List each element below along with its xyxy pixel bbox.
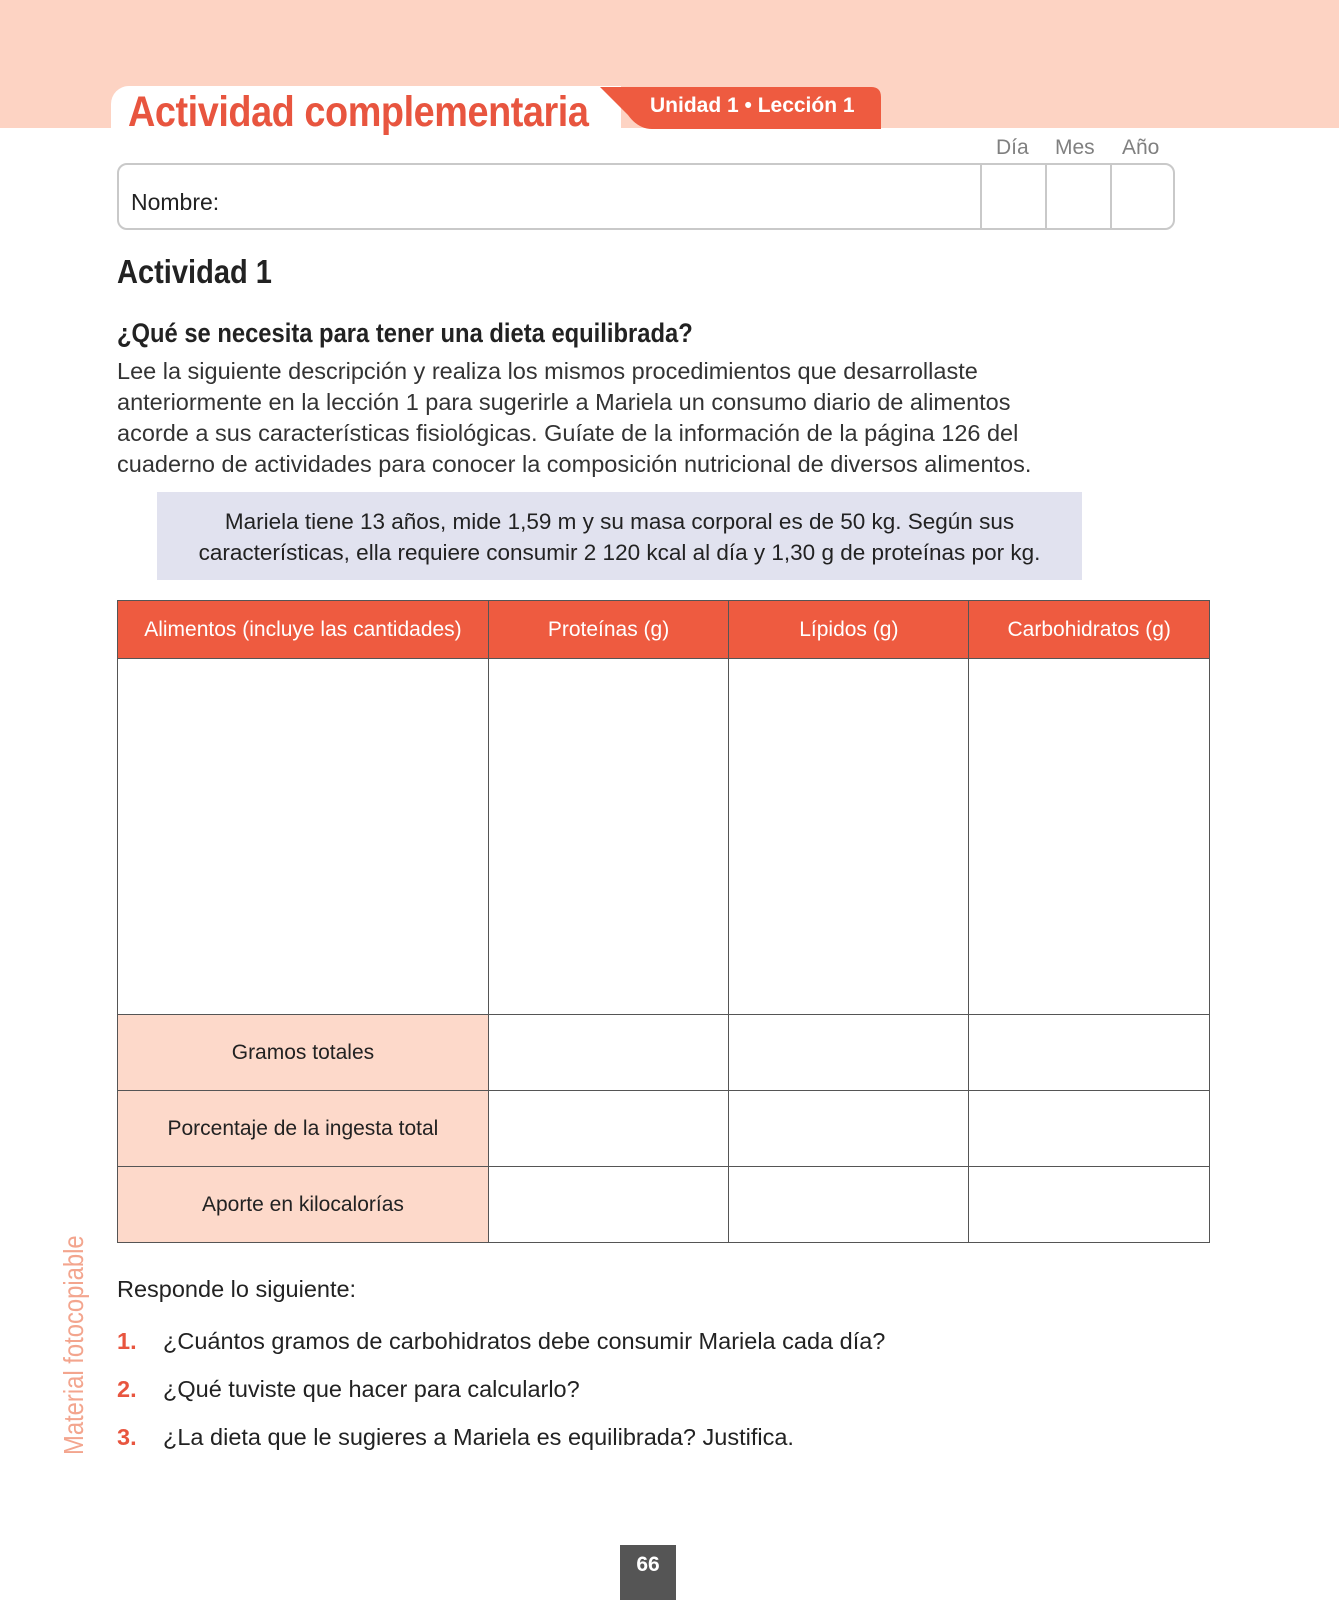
gramos-lipidos-cell[interactable]	[729, 1015, 969, 1091]
table-row	[118, 1167, 1210, 1243]
month-label: Mes	[1055, 136, 1095, 159]
info-line: características, ella requiere consumir 2 120 kcal al día y 1,30 g de proteínas por kg.	[198, 540, 1041, 565]
gramos-proteinas-cell[interactable]	[488, 1015, 728, 1091]
gramos-carbohidratos-cell[interactable]	[969, 1015, 1210, 1091]
table-header-row	[118, 601, 1210, 659]
porcentaje-proteinas-cell[interactable]	[488, 1091, 728, 1167]
day-label: Día	[996, 136, 1029, 159]
question-number: 2.	[117, 1376, 137, 1402]
table-row	[118, 1015, 1210, 1091]
proteinas-cell[interactable]	[488, 659, 728, 1015]
unit-badge	[600, 87, 881, 129]
question-number: 1.	[117, 1328, 137, 1354]
row-label-kilocalorias: Aporte en kilocalorías	[118, 1167, 489, 1243]
info-line: Mariela tiene 13 años, mide 1,59 m y su masa corporal es de 50 kg. Según sus	[224, 509, 1015, 534]
row-label-porcentaje: Porcentaje de la ingesta total	[118, 1091, 489, 1167]
header-proteinas: Proteínas (g)	[488, 601, 728, 659]
intro-line: anteriormente en la lección 1 para sugerirle a Mariela un consumo diario de alimentos	[117, 389, 1011, 415]
info-box	[157, 492, 1082, 580]
question-item	[117, 1376, 580, 1403]
question-item	[117, 1328, 885, 1355]
kcal-carbohidratos-cell[interactable]	[969, 1167, 1210, 1243]
alimentos-cell[interactable]	[118, 659, 489, 1015]
side-label: Material fotocopiable	[58, 1235, 89, 1455]
kcal-lipidos-cell[interactable]	[729, 1167, 969, 1243]
activity-question: ¿Qué se necesita para tener una dieta equilibrada?	[117, 318, 693, 348]
intro-line: acorde a sus características fisiológicas. Guíate de la información de la página 126 del	[117, 420, 1019, 446]
porcentaje-lipidos-cell[interactable]	[729, 1091, 969, 1167]
year-label: Año	[1122, 136, 1160, 159]
name-label: Nombre:	[131, 189, 220, 215]
header-carbohidratos: Carbohidratos (g)	[969, 601, 1210, 659]
page-number: 66	[620, 1545, 676, 1600]
day-field[interactable]	[980, 165, 1046, 228]
question-text: ¿Qué tuviste que hacer para calcularlo?	[163, 1376, 580, 1402]
carbohidratos-cell[interactable]	[969, 659, 1210, 1015]
page-title: Actividad complementaria	[128, 88, 589, 136]
porcentaje-carbohidratos-cell[interactable]	[969, 1091, 1210, 1167]
intro-line: cuaderno de actividades para conocer la composición nutricional de diversos alimentos.	[117, 451, 1032, 477]
kcal-proteinas-cell[interactable]	[488, 1167, 728, 1243]
row-label-gramos: Gramos totales	[118, 1015, 489, 1091]
diet-table	[117, 600, 1210, 1243]
question-text: ¿Cuántos gramos de carbohidratos debe consumir Mariela cada día?	[163, 1328, 886, 1354]
intro-paragraph	[117, 356, 1067, 480]
header-lipidos: Lípidos (g)	[729, 601, 969, 659]
header-alimentos: Alimentos (incluye las cantidades)	[118, 601, 489, 659]
lipidos-cell[interactable]	[729, 659, 969, 1015]
question-number: 3.	[117, 1424, 137, 1450]
unit-lesson-label: Unidad 1 • Lección 1	[650, 94, 855, 117]
year-field[interactable]	[1110, 165, 1176, 228]
month-field[interactable]	[1045, 165, 1111, 228]
question-item	[117, 1424, 794, 1451]
questions-intro: Responde lo siguiente:	[117, 1276, 357, 1302]
table-row	[118, 1091, 1210, 1167]
question-text: ¿La dieta que le sugieres a Mariela es equilibrada? Justifica.	[163, 1424, 794, 1450]
name-date-box	[117, 163, 1175, 230]
table-row	[118, 659, 1210, 1015]
intro-line: Lee la siguiente descripción y realiza los mismos procedimientos que desarrollaste	[117, 358, 978, 384]
activity-heading: Actividad 1	[117, 253, 272, 290]
